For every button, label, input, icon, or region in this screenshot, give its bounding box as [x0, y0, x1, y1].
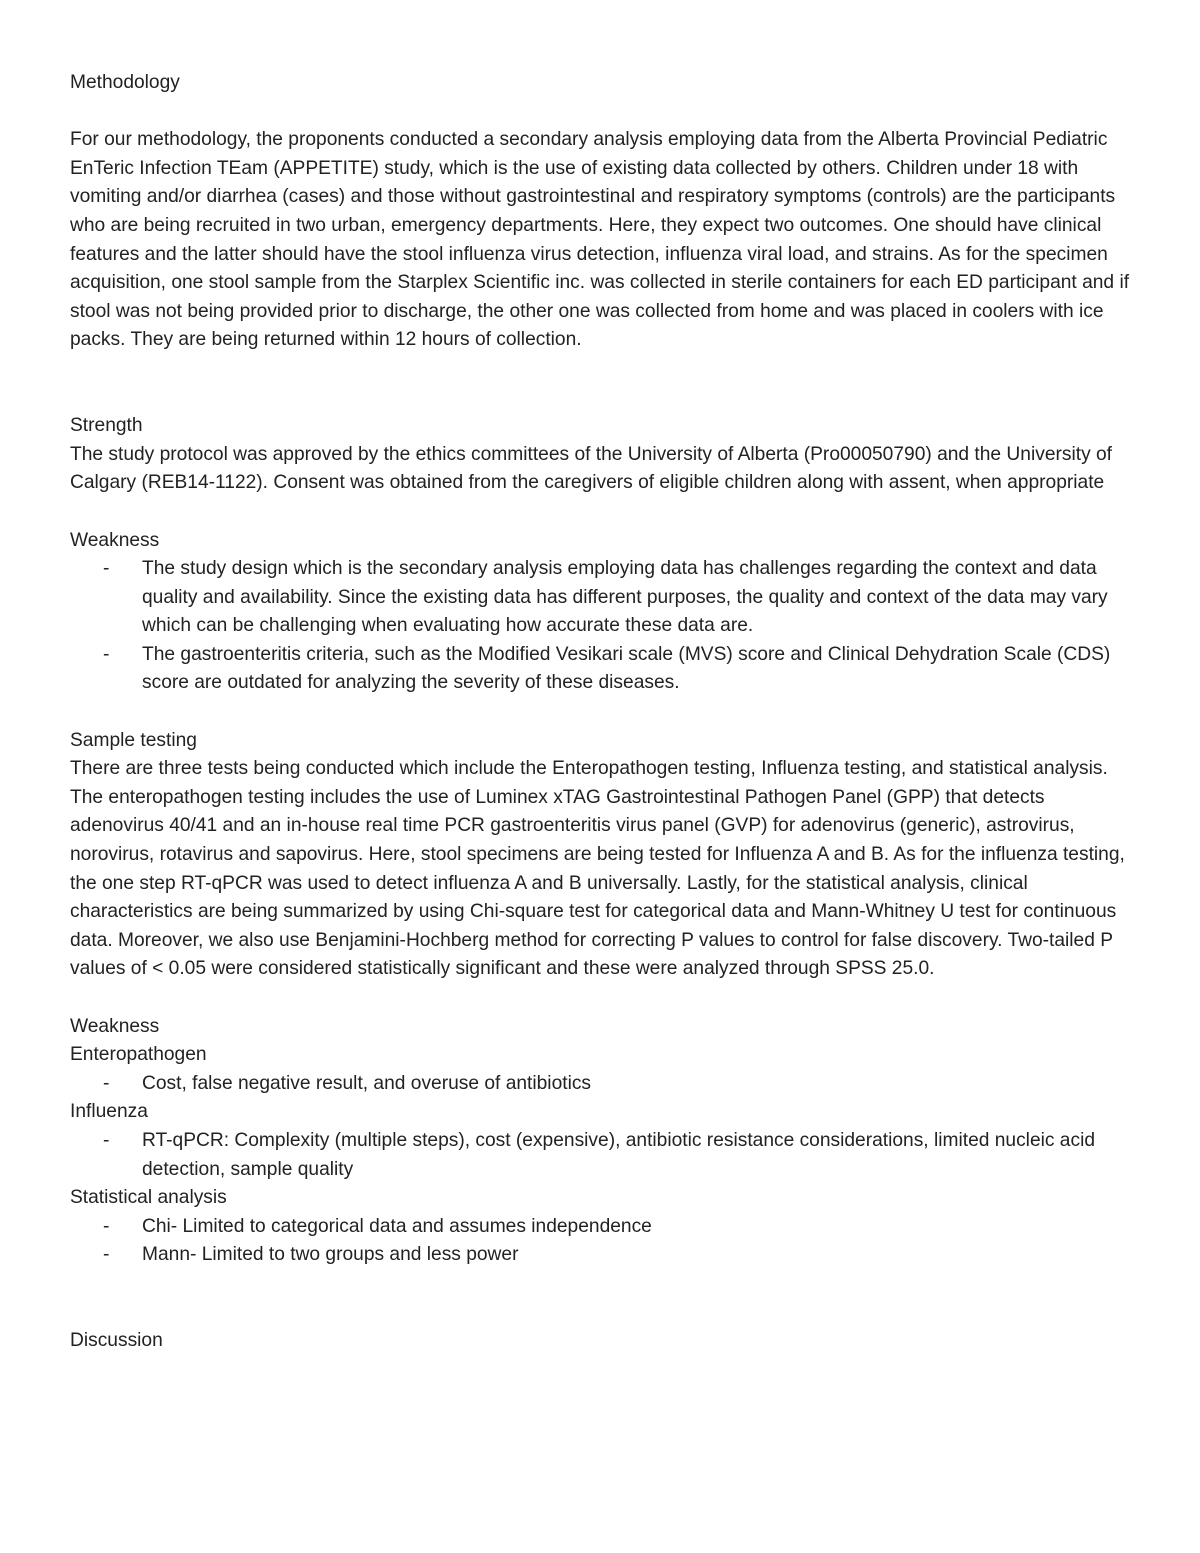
- methodology-paragraph: For our methodology, the proponents conducted a secondary analysis employing data from the Alberta Provincial Pediatric EnTeric Infection TEam (APPETITE) study, which is the use of existing data collected by others. Children under 18 with vomiting and/or diarrhea (cases) and those without gastrointestinal and respiratory symptoms (controls) are the participants who are being recruited in two urban, emergency departments. Here, they expect two outcomes. One should have clinical features and the latter should have the stool influenza virus detection, influenza viral load, and strains. As for the specimen acquisition, one stool sample from the Starplex Scientific inc. was collected in sterile containers for each ED participant and if stool was not being provided prior to discharge, the other one was collected from home and was placed in coolers with ice packs. They are being returned within 12 hours of collection.: [70, 129, 1130, 351]
- list-item-text: The study design which is the secondary analysis employing data has challenges regarding the context and data quality and availability. Since the existing data has different purposes, the quality and context of the data may vary which can be challenging when evaluating how accurate these data are.: [142, 558, 1108, 637]
- weakness-list-1: [70, 555, 1140, 698]
- discussion-heading: Discussion: [70, 1330, 163, 1352]
- weakness-heading-1: Weakness: [70, 529, 160, 551]
- document-page: [70, 69, 1140, 1356]
- spacer: [70, 698, 1140, 727]
- dash-bullet: -: [103, 1215, 110, 1237]
- list-item-text: RT-qPCR: Complexity (multiple steps), cost (expensive), antibiotic resistance considerations, limited nucleic acid detection, sample quality: [142, 1129, 1096, 1180]
- list-item: [70, 641, 1140, 698]
- statistical-analysis-list: [70, 1213, 1140, 1270]
- strength-heading: Strength: [70, 415, 143, 437]
- statistical-analysis-label: Statistical analysis: [70, 1187, 227, 1209]
- list-item: [70, 1127, 1140, 1184]
- dash-bullet: -: [103, 558, 110, 580]
- weakness-heading-2: Weakness: [70, 1015, 160, 1037]
- sample-testing-heading: Sample testing: [70, 729, 197, 751]
- dash-bullet: -: [103, 643, 110, 665]
- influenza-label: Influenza: [70, 1101, 148, 1123]
- list-item-text: Chi- Limited to categorical data and assumes independence: [142, 1215, 652, 1237]
- dash-bullet: -: [103, 1129, 110, 1151]
- influenza-list: [70, 1127, 1140, 1184]
- enteropathogen-label: Enteropathogen: [70, 1044, 207, 1066]
- sample-testing-paragraph: There are three tests being conducted which include the Enteropathogen testing, Influenza testing, and statistical analysis. The enteropathogen testing includes the use of Luminex xTAG Gastrointestinal Pathogen Panel (GPP) that detects adenovirus 40/41 and an in-house real time PCR gastroenteritis virus panel (GVP) for adenovirus (generic), astrovirus, norovirus, rotavirus and sapovirus. Here, stool specimens are being tested for Influenza A and B. As for the influenza testing, the one step RT-qPCR was used to detect influenza A and B universally. Lastly, for the statistical analysis, clinical characteristics are being summarized by using Chi-square test for categorical data and Mann-Whitney U test for continuous data. Moreover, we also use Benjamini-Hochberg method for correcting P values to control for false discovery. Two-tailed P values of < 0.05 were considered statistically significant and these were analyzed through SPSS 25.0.: [70, 758, 1125, 980]
- list-item-text: Mann- Limited to two groups and less power: [142, 1244, 519, 1266]
- spacer: [70, 498, 1140, 527]
- dash-bullet: -: [103, 1072, 110, 1094]
- list-item: [70, 1070, 1140, 1099]
- spacer: [70, 984, 1140, 1013]
- dash-bullet: -: [103, 1244, 110, 1266]
- list-item-text: The gastroenteritis criteria, such as the Modified Vesikari scale (MVS) score and Clinical Dehydration Scale (CDS) score are outdated for analyzing the severity of these diseases.: [142, 643, 1111, 694]
- enteropathogen-list: [70, 1070, 1140, 1099]
- list-item-text: Cost, false negative result, and overuse of antibiotics: [142, 1072, 592, 1094]
- list-item: [70, 1241, 1140, 1270]
- list-item: [70, 1213, 1140, 1242]
- strength-paragraph: The study protocol was approved by the ethics committees of the University of Alberta (Pro00050790) and the University of Calgary (REB14-1122). Consent was obtained from the caregivers of eligible children along with assent, when appropriate: [70, 443, 1112, 494]
- spacer: [70, 98, 1140, 127]
- spacer: [70, 355, 1140, 412]
- methodology-heading: Methodology: [70, 72, 180, 93]
- list-item: [70, 555, 1140, 641]
- spacer: [70, 1270, 1140, 1327]
